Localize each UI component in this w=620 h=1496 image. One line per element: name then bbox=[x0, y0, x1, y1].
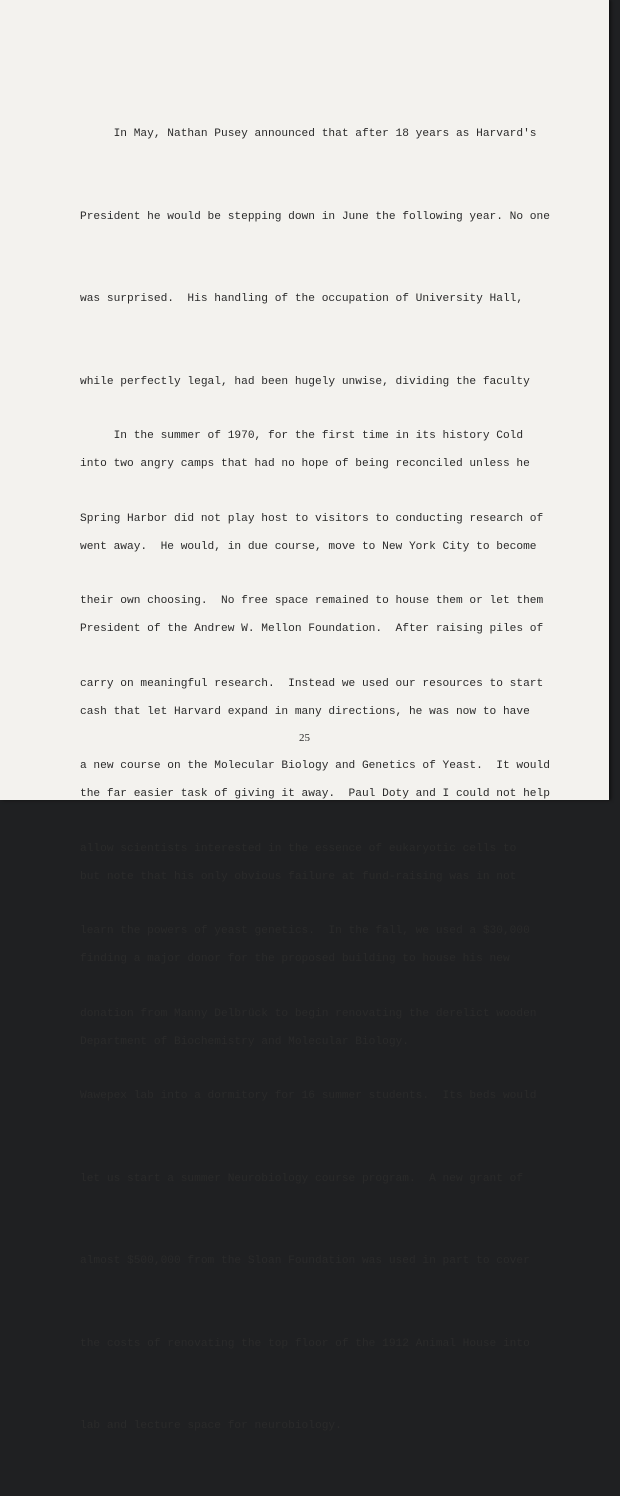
text-line: learn the powers of yeast genetics. In the fall, we used a $30,000 bbox=[80, 925, 530, 937]
paragraph-cold-spring-harbor bbox=[80, 368, 550, 1496]
text-line: allow scientists interested in the essence of eukaryotic cells to bbox=[80, 842, 517, 855]
text-line: Spring Harbor did not play host to visitors to conducting research of bbox=[80, 512, 544, 525]
text-line: President of the Andrew W. Mellon Foundation. After raising piles of bbox=[80, 623, 544, 635]
text-line: donation from Manny Delbrück to begin renovating the derelict wooden bbox=[80, 1007, 537, 1020]
text-line: lab and lecture space for neurobiology. bbox=[80, 1420, 342, 1432]
text-line: cash that let Harvard expand in many directions, he was now to have bbox=[80, 705, 530, 718]
text-line: carry on meaningful research. Instead we used our resources to start bbox=[80, 677, 544, 690]
text-line: Wawepex lab into a dormitory for 16 summer students. Its beds would bbox=[80, 1090, 537, 1102]
page-number: 25 bbox=[299, 732, 310, 744]
text-line: was surprised. His handling of the occupation of University Hall, bbox=[80, 293, 524, 305]
text-line: their own choosing. No free space remained to house them or let them bbox=[80, 595, 544, 607]
text-line: went away. He would, in due course, move to New York City to become bbox=[80, 540, 537, 553]
text-line: Department of Biochemistry and Molecular Biology. bbox=[80, 1035, 409, 1048]
text-line: while perfectly legal, had been hugely unwise, dividing the faculty bbox=[80, 375, 530, 388]
text-line: but note that his only obvious failure at fund-raising was in not bbox=[80, 870, 517, 883]
text-line: In May, Nathan Pusey announced that after 18 years as Harvard's bbox=[80, 128, 537, 140]
text-line: a new course on the Molecular Biology and Genetics of Yeast. It would bbox=[80, 760, 550, 772]
text-line: into two angry camps that had no hope of being reconciled unless he bbox=[80, 458, 530, 470]
text-line: let us start a summer Neurobiology course program. A new grant of bbox=[80, 1172, 524, 1185]
text-line: the far easier task of giving it away. Paul Doty and I could not help bbox=[80, 788, 550, 800]
text-line: finding a major donor for the proposed building to house his new bbox=[80, 953, 510, 965]
text-line: President he would be stepping down in June the following year. No one bbox=[80, 210, 550, 223]
text-line: almost $500,000 from the Sloan Foundation was used in part to cover bbox=[80, 1255, 530, 1267]
text-line: the costs of renovating the top floor of the 1912 Animal House into bbox=[80, 1337, 530, 1350]
text-line: In the summer of 1970, for the first time in its history Cold bbox=[80, 430, 524, 442]
